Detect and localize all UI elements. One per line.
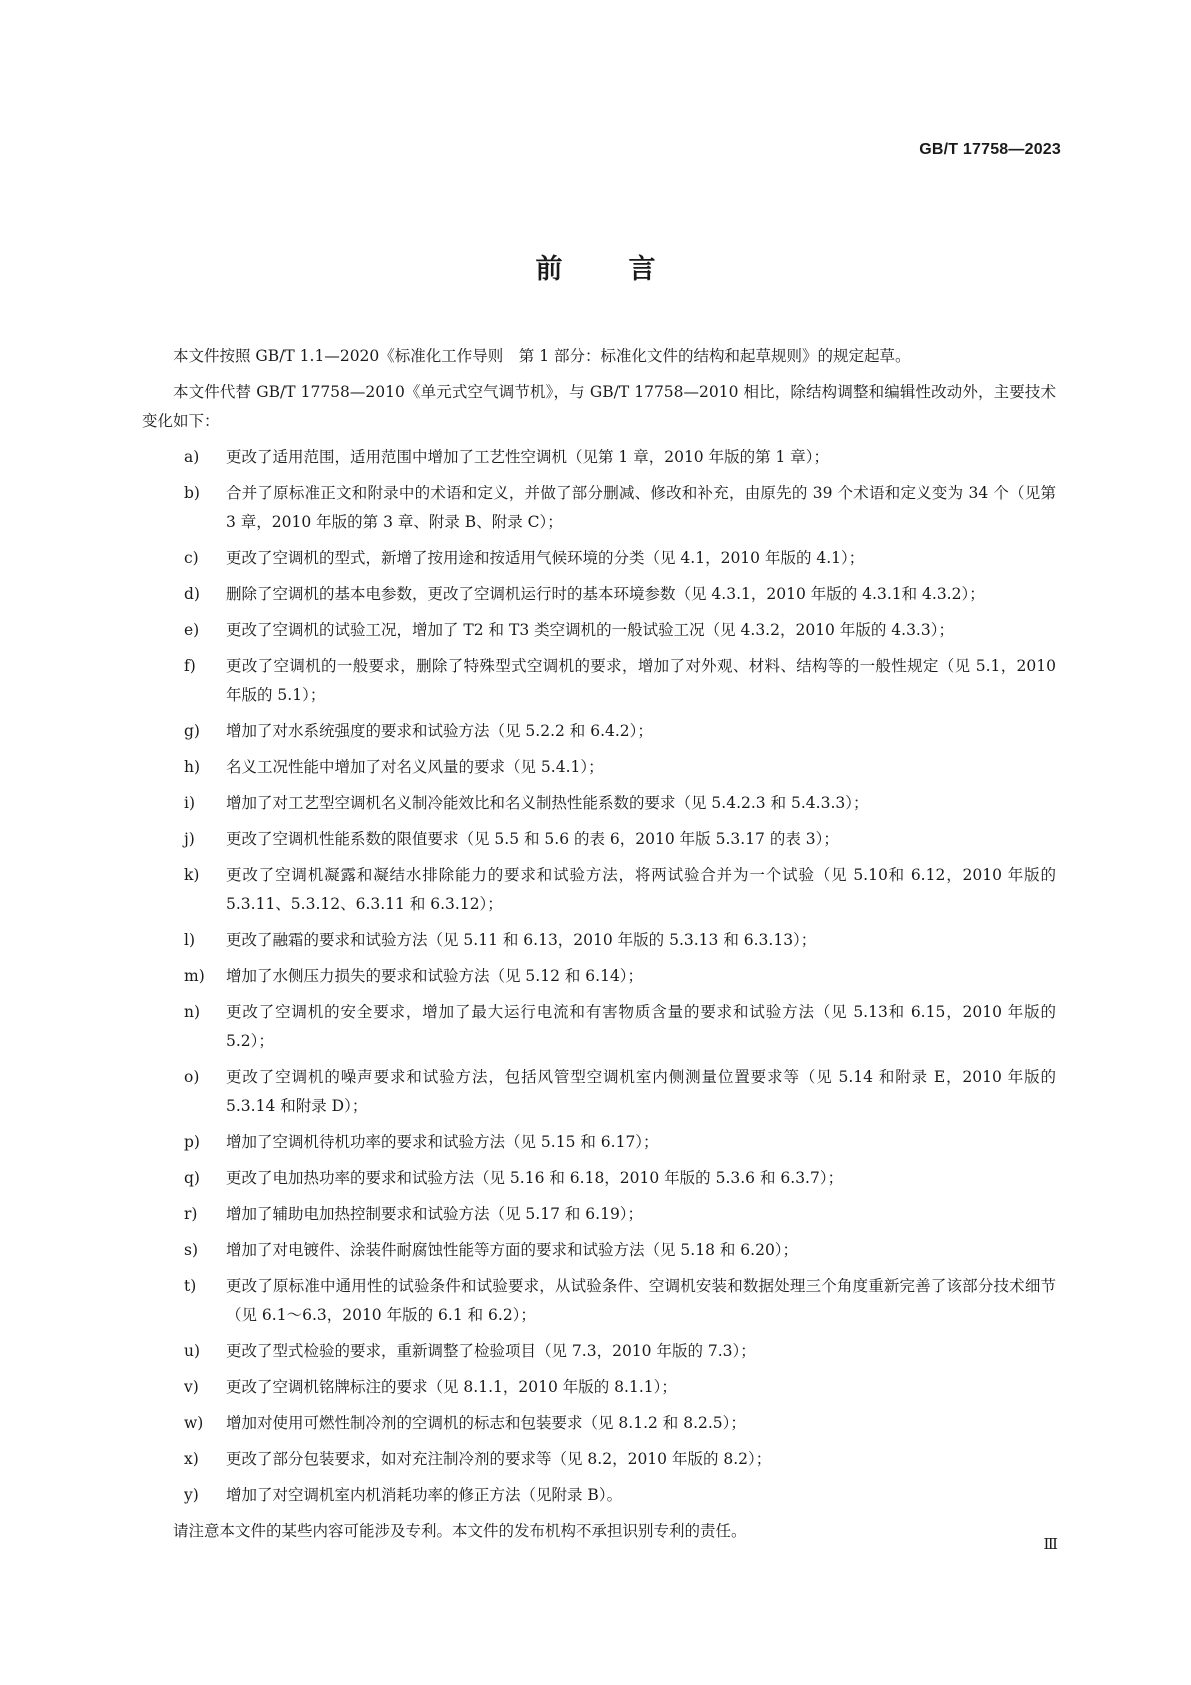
list-item — [142, 962, 1056, 991]
list-item-marker: f) — [184, 657, 196, 675]
list-item-marker: k) — [184, 866, 200, 884]
list-item-marker: r) — [184, 1205, 198, 1223]
list-item-marker: t) — [184, 1277, 197, 1295]
list-item-marker: n) — [184, 1003, 201, 1021]
list-item-text: 增加了水侧压力损失的要求和试验方法（见 5.12 和 6.14）； — [226, 967, 644, 985]
list-item-marker: a) — [184, 448, 200, 466]
list-item — [142, 1164, 1056, 1193]
list-item — [142, 1272, 1056, 1330]
list-item-text: 增加对使用可燃性制冷剂的空调机的标志和包装要求（见 8.1.2 和 8.2.5）； — [226, 1414, 746, 1432]
page-number: Ⅲ — [1043, 1535, 1058, 1553]
list-item-text: 增加了对电镀件、涂装件耐腐蚀性能等方面的要求和试验方法（见 5.18 和 6.20）； — [226, 1241, 799, 1259]
title-char-1: 前 — [535, 254, 563, 285]
list-item — [142, 1128, 1056, 1157]
list-item-marker: h) — [184, 758, 201, 776]
list-item — [142, 1409, 1056, 1438]
list-item — [142, 1481, 1056, 1510]
list-item-text: 增加了对工艺型空调机名义制冷能效比和名义制热性能系数的要求（见 5.4.2.3 和 5.4.3.3）； — [226, 794, 869, 812]
list-item-text: 合并了原标准正文和附录中的术语和定义，并做了部分删减、修改和补充，由原先的 39 个术语和定义变为 34 个（见第 3 章，2010 年版的第 3 章、附录 B、附录 C）； — [226, 484, 1056, 531]
list-item-marker: b) — [184, 484, 200, 502]
list-item-text: 更改了适用范围，适用范围中增加了工艺性空调机（见第 1 章，2010 年版的第 1 章）； — [226, 448, 830, 466]
list-item-marker: e) — [184, 621, 200, 639]
list-item — [142, 717, 1056, 746]
list-item-marker: j) — [184, 830, 195, 848]
list-item-text: 更改了部分包装要求，如对充注制冷剂的要求等（见 8.2，2010 年版的 8.2）； — [226, 1450, 772, 1468]
list-item-marker: v) — [184, 1378, 199, 1396]
list-item — [142, 580, 1056, 609]
list-item-text: 增加了对水系统强度的要求和试验方法（见 5.2.2 和 6.4.2）； — [226, 722, 653, 740]
list-item — [142, 926, 1056, 955]
list-item — [142, 825, 1056, 854]
list-item — [142, 753, 1056, 782]
list-item-marker: d) — [184, 585, 200, 603]
list-item-marker: u) — [184, 1342, 201, 1360]
list-item — [142, 998, 1056, 1056]
list-item-marker: p) — [184, 1133, 200, 1151]
list-item-text: 更改了电加热功率的要求和试验方法（见 5.16 和 6.18，2010 年版的 5.3.6 和 6.3.7）； — [226, 1169, 844, 1187]
list-item — [142, 652, 1056, 710]
list-item — [142, 479, 1056, 537]
list-item — [142, 789, 1056, 818]
list-item-text: 更改了空调机的试验工况，增加了 T2 和 T3 类空调机的一般试验工况（见 4.3.2，2010 年版的 4.3.3）； — [226, 621, 954, 639]
list-item-marker: m) — [184, 967, 205, 985]
list-item — [142, 443, 1056, 472]
standard-number: GB/T 17758—2023 — [919, 141, 1061, 158]
list-item-marker: y) — [184, 1486, 199, 1504]
list-item — [142, 1236, 1056, 1265]
list-item-marker: x) — [184, 1450, 199, 1468]
list-item-marker: o) — [184, 1068, 200, 1086]
list-item-text: 更改了空调机的噪声要求和试验方法，包括风管型空调机室内侧测量位置要求等（见 5.14 和附录 E，2010 年版的 5.3.14 和附录 D）； — [226, 1068, 1056, 1115]
list-item — [142, 1200, 1056, 1229]
list-item-text: 更改了融霜的要求和试验方法（见 5.11 和 6.13，2010 年版的 5.3.13 和 6.3.13）； — [226, 931, 817, 949]
list-item-marker: l) — [184, 931, 196, 949]
list-item-text: 更改了空调机的一般要求，删除了特殊型式空调机的要求，增加了对外观、材料、结构等的一般性规定（见 5.1，2010 年版的 5.1）； — [226, 657, 1056, 704]
change-list — [142, 443, 1056, 1510]
intro-paragraph-2: 本文件代替 GB/T 17758—2010《单元式空气调节机》，与 GB/T 17758—2010 相比，除结构调整和编辑性改动外，主要技术变化如下： — [142, 383, 1056, 430]
list-item-text: 更改了空调机凝露和凝结水排除能力的要求和试验方法，将两试验合并为一个试验（见 5.10和 6.12，2010 年版的 5.3.11、5.3.12、6.3.11 和 6.3.12）； — [226, 866, 1056, 913]
list-item-text: 增加了对空调机室内机消耗功率的修正方法（见附录 B）。 — [226, 1486, 623, 1504]
list-item-marker: s) — [184, 1241, 199, 1259]
list-item — [142, 1063, 1056, 1121]
list-item-marker: w) — [184, 1414, 204, 1432]
title-char-2: 言 — [628, 254, 656, 285]
intro-paragraph-1: 本文件按照 GB/T 1.1—2020《标准化工作导则 第 1 部分：标准化文件的结构和起草规则》的规定起草。 — [173, 347, 911, 365]
list-item — [142, 1373, 1056, 1402]
list-item-text: 更改了原标准中通用性的试验条件和试验要求，从试验条件、空调机安装和数据处理三个角度重新完善了该部分技术细节（见 6.1～6.3，2010 年版的 6.1 和 6.2）； — [226, 1277, 1056, 1324]
list-item-text: 更改了空调机性能系数的限值要求（见 5.5 和 5.6 的表 6，2010 年版 5.3.17 的表 3）； — [226, 830, 839, 848]
list-item-marker: c) — [184, 549, 199, 567]
list-item — [142, 544, 1056, 573]
list-item-text: 更改了型式检验的要求，重新调整了检验项目（见 7.3，2010 年版的 7.3）； — [226, 1342, 756, 1360]
foreword-body — [142, 342, 1056, 1546]
list-item-text: 名义工况性能中增加了对名义风量的要求（见 5.4.1）； — [226, 758, 604, 776]
list-item-marker: i) — [184, 794, 196, 812]
patent-note: 请注意本文件的某些内容可能涉及专利。本文件的发布机构不承担识别专利的责任。 — [173, 1522, 747, 1540]
list-item-text: 更改了空调机铭牌标注的要求（见 8.1.1，2010 年版的 8.1.1）； — [226, 1378, 677, 1396]
list-item-text: 更改了空调机的安全要求，增加了最大运行电流和有害物质含量的要求和试验方法（见 5.13和 6.15，2010 年版的 5.2）； — [226, 1003, 1056, 1050]
list-item-marker: q) — [184, 1169, 200, 1187]
list-item — [142, 861, 1056, 919]
list-item-text: 增加了空调机待机功率的要求和试验方法（见 5.15 和 6.17）； — [226, 1133, 659, 1151]
list-item-marker: g) — [184, 722, 200, 740]
list-item-text: 删除了空调机的基本电参数，更改了空调机运行时的基本环境参数（见 4.3.1，2010 年版的 4.3.1和 4.3.2）； — [226, 585, 985, 603]
list-item — [142, 1337, 1056, 1366]
list-item-text: 增加了辅助电加热控制要求和试验方法（见 5.17 和 6.19）； — [226, 1205, 644, 1223]
list-item — [142, 616, 1056, 645]
page-title — [0, 247, 1191, 286]
list-item — [142, 1445, 1056, 1474]
list-item-text: 更改了空调机的型式，新增了按用途和按适用气候环境的分类（见 4.1，2010 年版的 4.1）； — [226, 549, 865, 567]
